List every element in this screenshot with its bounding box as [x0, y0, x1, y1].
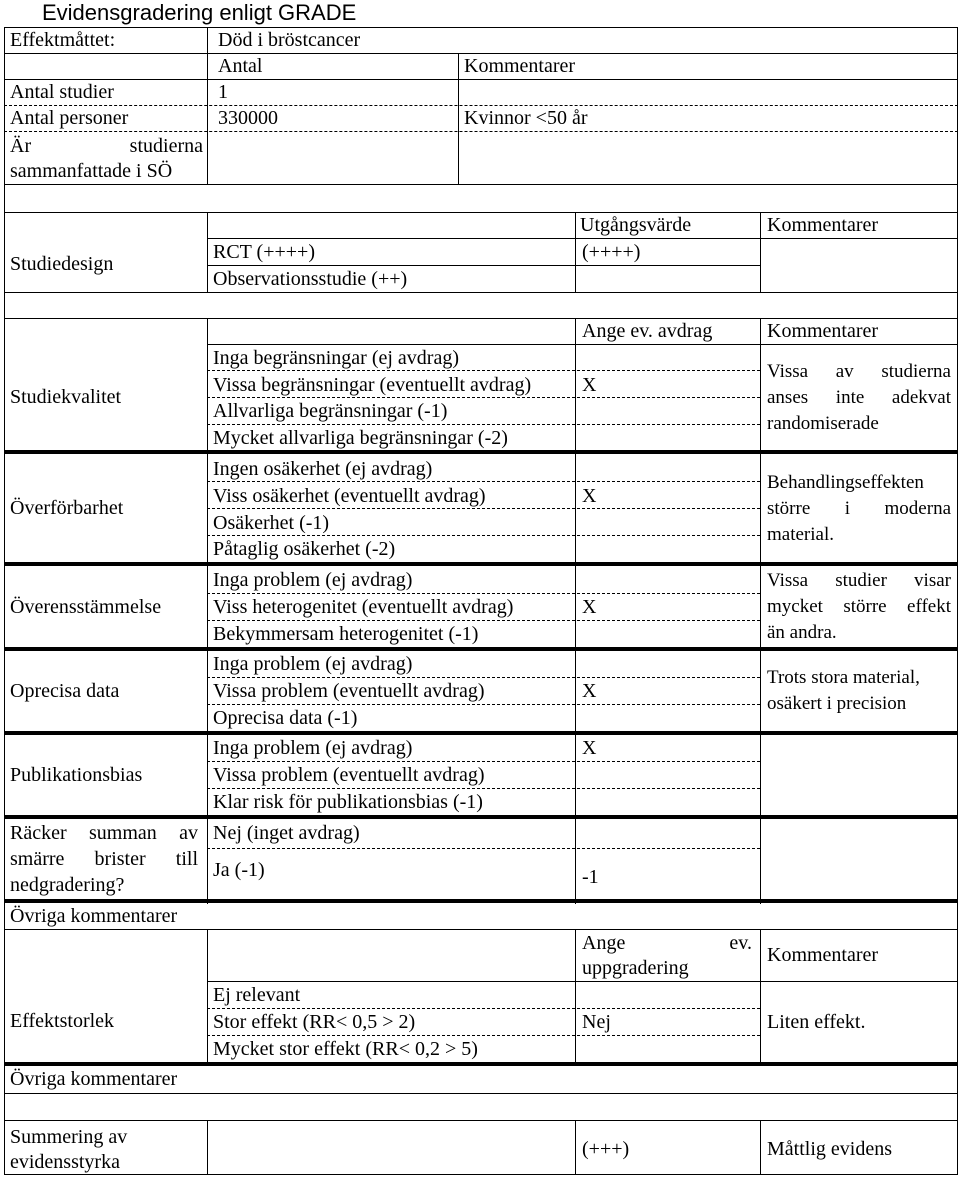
- imprecision-option: Oprecisa data (-1): [213, 707, 358, 729]
- transferability-comment-line1: Behandlingseffekten: [767, 472, 924, 493]
- consistency-option: Viss heterogenitet (eventuellt avdrag): [213, 596, 514, 618]
- effect-size-label: Effektstorlek: [10, 1010, 115, 1032]
- imprecision-comment-line2: osäkert i precision: [767, 693, 907, 714]
- transferability-mark: X: [582, 485, 597, 507]
- effect-value: Död i bröstcancer: [218, 29, 361, 51]
- effect-size-option: Mycket stor effekt (RR< 0,2 > 5): [213, 1038, 478, 1060]
- sum-question-line2: smärre brister till: [10, 848, 198, 870]
- sum-question-line3: nedgradering?: [10, 874, 125, 896]
- imprecision-mark: X: [582, 680, 597, 702]
- study-quality-option: Mycket allvarliga begränsningar (-2): [213, 427, 508, 449]
- study-quality-comment-line3: randomiserade: [767, 413, 879, 434]
- persons-value: 330000: [218, 107, 278, 129]
- study-quality-mark: X: [582, 374, 597, 396]
- col-deduct-header: Ange ev. avdrag: [582, 320, 713, 342]
- publication-bias-label: Publikationsbias: [10, 764, 143, 786]
- design-rct: RCT (++++): [213, 241, 315, 263]
- study-quality-comment-line1: Vissa av studierna: [767, 361, 951, 382]
- studies-label: Antal studier: [10, 81, 114, 103]
- imprecision-option: Vissa problem (eventuellt avdrag): [213, 680, 485, 702]
- transferability-comment-line2: större i moderna: [767, 498, 951, 519]
- consistency-option: Inga problem (ej avdrag): [213, 569, 413, 591]
- transferability-label: Överförbarhet: [10, 497, 124, 519]
- consistency-comment-line3: än andra.: [767, 622, 837, 643]
- imprecision-comment-line1: Trots stora material,: [767, 667, 920, 688]
- col-start-value-header: Utgångsvärde: [580, 214, 692, 236]
- sum-question-line1: Räcker summan av: [10, 822, 198, 844]
- design-rct-value: (++++): [582, 241, 641, 263]
- consistency-mark: X: [582, 596, 597, 618]
- effect-size-comment: Liten effekt.: [767, 1011, 866, 1033]
- transferability-option: Ingen osäkerhet (ej avdrag): [213, 458, 433, 480]
- studies-value: 1: [218, 81, 228, 103]
- study-quality-option: Inga begränsningar (ej avdrag): [213, 347, 459, 369]
- publication-bias-option: Klar risk för publikationsbias (-1): [213, 791, 483, 813]
- consistency-comment-line1: Vissa studier visar: [767, 570, 951, 591]
- study-quality-comment-line2: anses inte adekvat: [767, 387, 951, 408]
- effect-size-value: Nej: [582, 1011, 611, 1033]
- consistency-comment-line2: mycket större effekt: [767, 596, 951, 617]
- summary-value: (+++): [582, 1138, 630, 1160]
- effect-size-option: Stor effekt (RR< 0,5 > 2): [213, 1011, 416, 1033]
- transferability-comment-line3: material.: [767, 524, 834, 545]
- consistency-option: Bekymmersam heterogenitet (-1): [213, 623, 479, 645]
- study-quality-option: Vissa begränsningar (eventuellt avdrag): [213, 374, 532, 396]
- summary-label-line1: Summering av: [10, 1126, 128, 1148]
- consistency-label: Överensstämmelse: [10, 596, 162, 618]
- persons-comment: Kvinnor <50 år: [464, 107, 588, 129]
- study-quality-label: Studiekvalitet: [10, 386, 122, 408]
- col-quality-comment-header: Kommentarer: [767, 320, 879, 342]
- effect-label: Effektmåttet:: [10, 29, 116, 51]
- transferability-option: Viss osäkerhet (eventuellt avdrag): [213, 485, 486, 507]
- sum-option-yes: Ja (-1): [213, 859, 265, 881]
- design-observational: Observationsstudie (++): [213, 268, 408, 290]
- sr-question-line1: Är studierna: [10, 135, 203, 157]
- quality-other-comments-label: Övriga kommentarer: [10, 905, 178, 927]
- sum-value: -1: [582, 866, 599, 888]
- design-label: Studiedesign: [10, 253, 114, 275]
- effect-size-option: Ej relevant: [213, 984, 301, 1006]
- upgrade-other-comments-label: Övriga kommentarer: [10, 1068, 178, 1090]
- summary-label-line2: evidensstyrka: [10, 1151, 120, 1173]
- col-upgrade-comment-header: Kommentarer: [767, 944, 879, 966]
- transferability-option: Osäkerhet (-1): [213, 512, 330, 534]
- col-kommentarer-header: Kommentarer: [464, 55, 576, 77]
- summary-comment: Måttlig evidens: [767, 1138, 892, 1160]
- publication-bias-option: Inga problem (ej avdrag): [213, 737, 413, 759]
- publication-bias-mark: X: [582, 737, 597, 759]
- col-upgrade-header-line2: uppgradering: [582, 957, 689, 979]
- imprecision-label: Oprecisa data: [10, 680, 120, 702]
- imprecision-option: Inga problem (ej avdrag): [213, 653, 413, 675]
- publication-bias-option: Vissa problem (eventuellt avdrag): [213, 764, 485, 786]
- study-quality-option: Allvarliga begränsningar (-1): [213, 400, 448, 422]
- persons-label: Antal personer: [10, 107, 129, 129]
- page-title: Evidensgradering enligt GRADE: [42, 0, 357, 25]
- sr-question-line2: sammanfattade i SÖ: [10, 160, 173, 182]
- transferability-option: Påtaglig osäkerhet (-2): [213, 538, 396, 560]
- col-upgrade-header-line1: Ange ev.: [582, 932, 752, 954]
- col-antal-header: Antal: [218, 55, 263, 77]
- sum-option-no: Nej (inget avdrag): [213, 822, 360, 844]
- col-design-comment-header: Kommentarer: [767, 214, 879, 236]
